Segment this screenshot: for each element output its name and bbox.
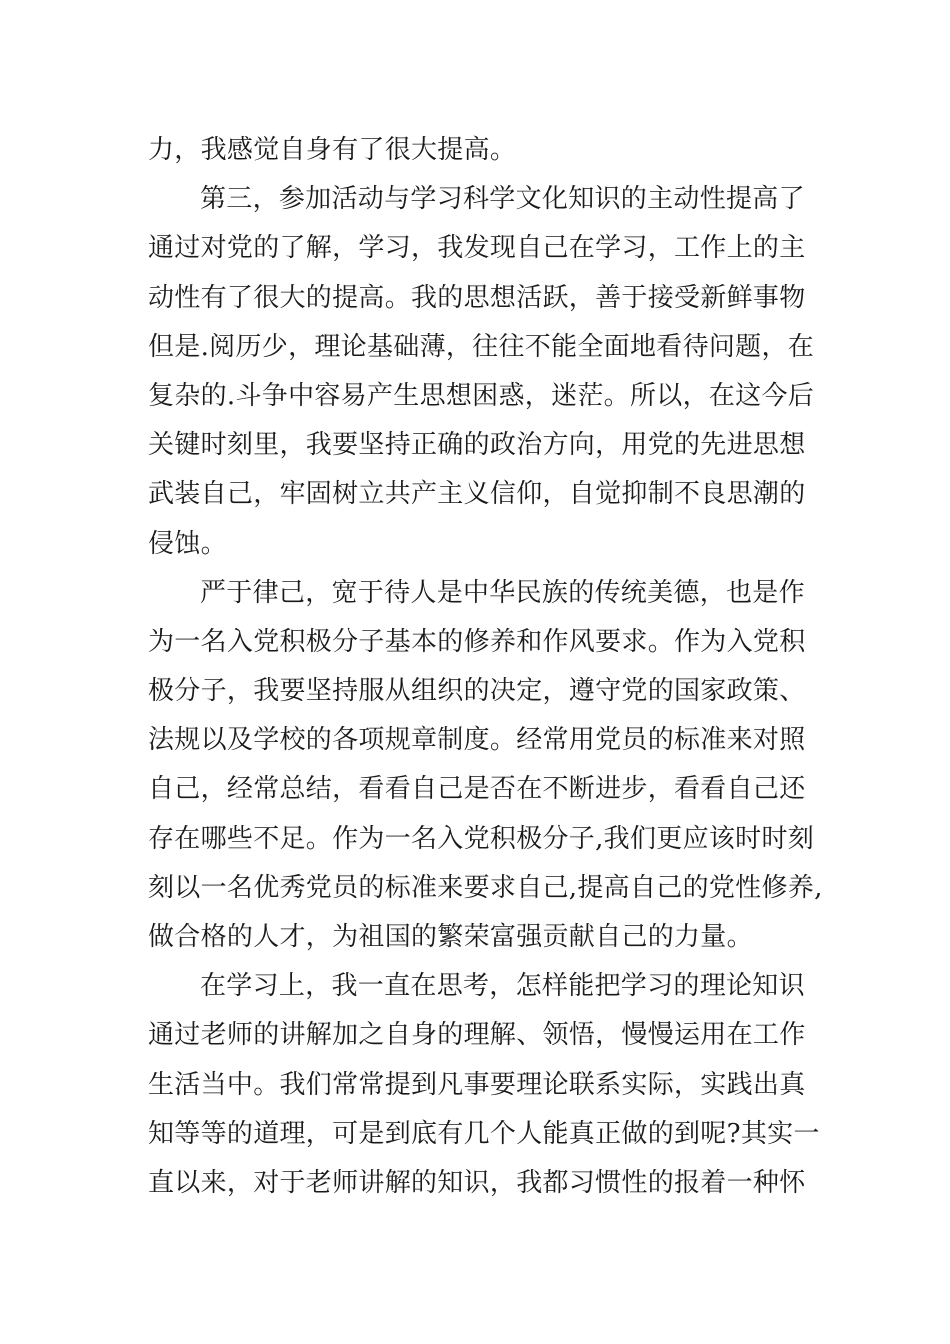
text-line: 武装自己，牢固树立共产主义信仰，自觉抑制不良思潮的 (148, 479, 806, 510)
text-line: 做合格的人才，为祖国的繁荣富强贡献自己的力量。 (148, 922, 753, 952)
text-line: 动性有了很大的提高。我的思想活跃，善于接受新鲜事物 (148, 282, 806, 313)
document-body (148, 126, 823, 1208)
text-line: 通过老师的讲解加之自身的理解、领悟，慢慢运用在工作 (148, 1020, 806, 1051)
text-line: 知等等的道理，可是到底有几个人能真正做的到呢?其实一 (148, 1118, 820, 1149)
text-line: 关键时刻里，我要坚持正确的政治方向，用党的先进思想 (148, 430, 806, 461)
text-line: 力，我感觉自身有了很大提高。 (148, 135, 517, 165)
text-line: 极分子，我要坚持服从组织的决定，遵守党的国家政策、 (148, 676, 806, 707)
text-line: 通过对党的了解，学习，我发现自己在学习，工作上的主 (148, 233, 806, 264)
text-line: 生活当中。我们常常提到凡事要理论联系实际，实践出真 (148, 1069, 806, 1100)
text-line: 复杂的.斗争中容易产生思想困惑，迷茫。所以，在这今后 (148, 380, 815, 411)
text-line: 存在哪些不足。作为一名入党积极分子,我们更应该时时刻 (148, 823, 815, 854)
paragraph-start-line: 在学习上，我一直在思考，怎样能把学习的理论知识 (200, 971, 805, 1002)
text-line: 法规以及学校的各项规章制度。经常用党员的标准来对照 (148, 725, 806, 756)
paragraph-start-line: 第三，参加活动与学习科学文化知识的主动性提高了 (200, 184, 805, 215)
text-line: 自己，经常总结，看看自己是否在不断进步，看看自己还 (148, 774, 806, 805)
text-line: 刻以一名优秀党员的标准来要求自己,提高自己的党性修养, (148, 872, 823, 903)
text-line: 侵蚀。 (148, 528, 227, 559)
text-line: 但是.阅历少，理论基础薄，往往不能全面地看待问题，在 (148, 331, 815, 362)
paragraph-start-line: 严于律己，宽于待人是中华民族的传统美德，也是作 (200, 577, 805, 608)
text-line: 直以来，对于老师讲解的知识，我都习惯性的报着一种怀 (148, 1167, 806, 1198)
text-line: 为一名入党积极分子基本的修养和作风要求。作为入党积 (148, 626, 806, 657)
